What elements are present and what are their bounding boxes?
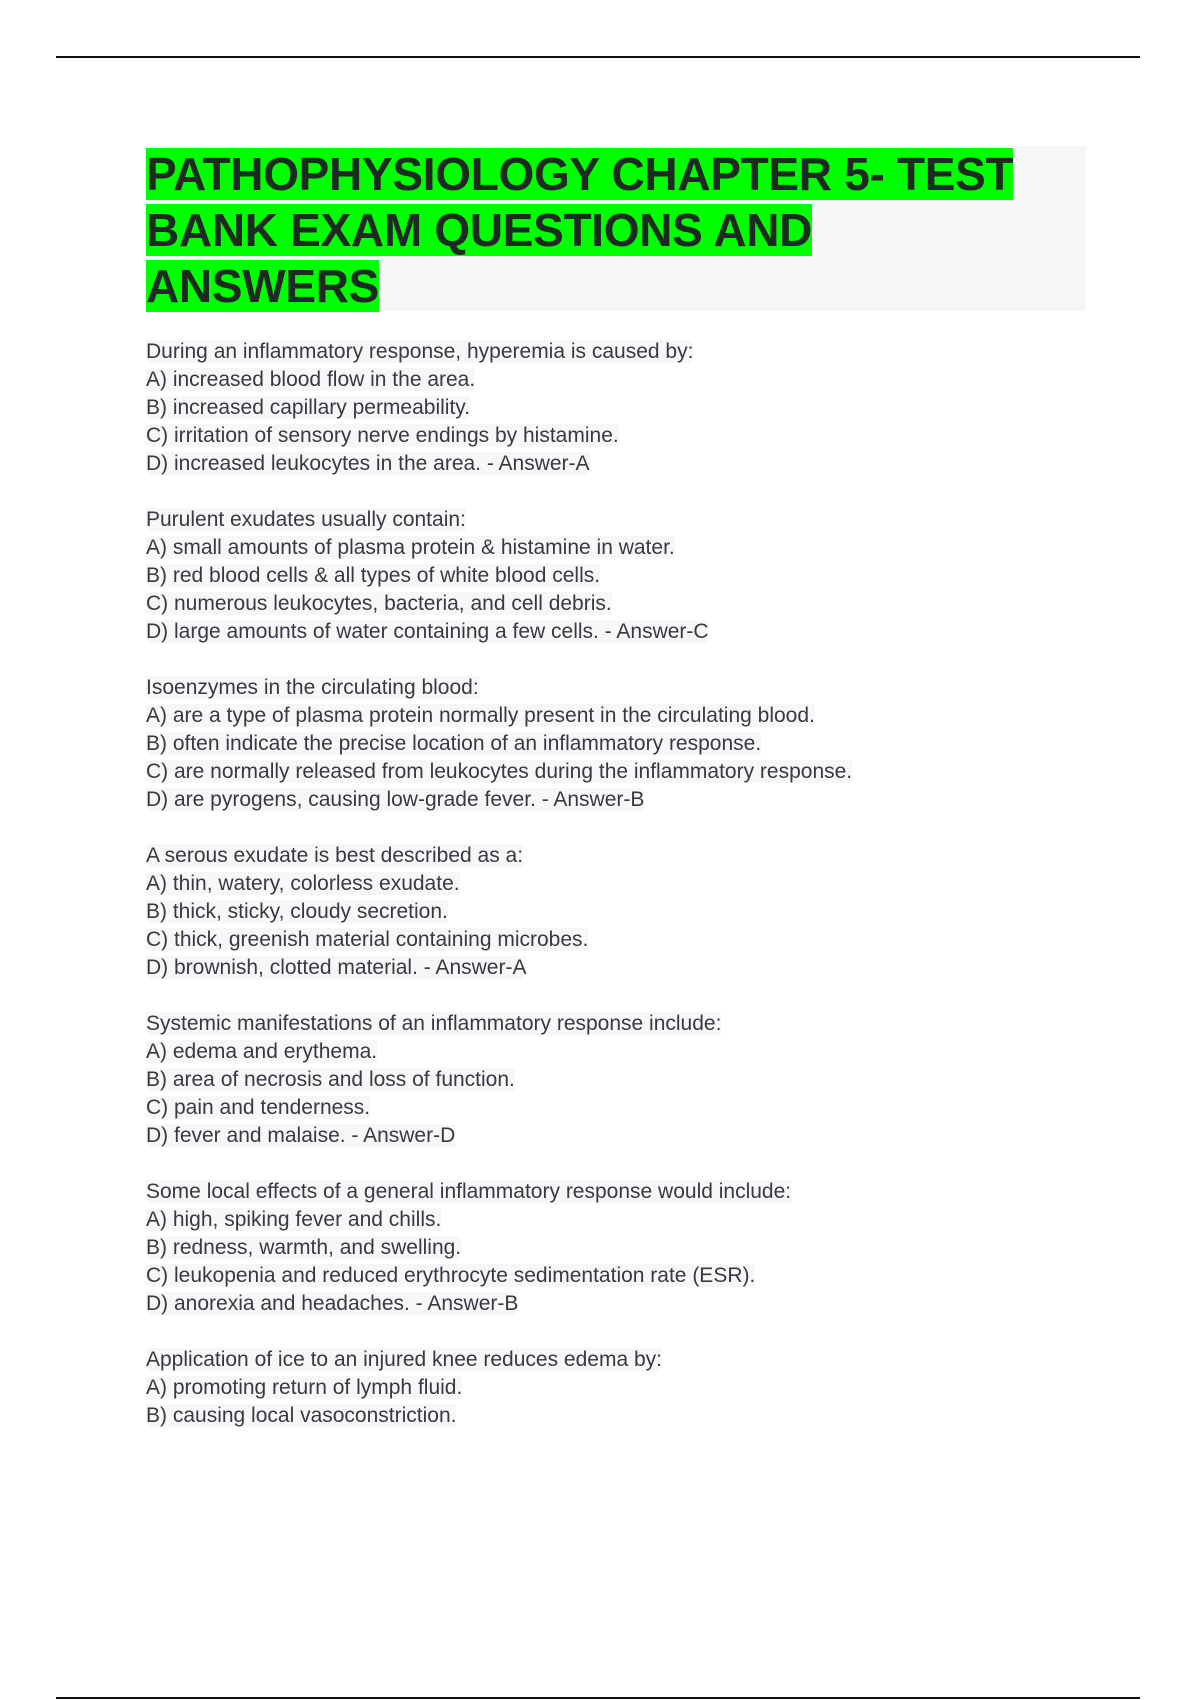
- question-text: [146, 338, 1146, 366]
- line-text: B) causing local vasoconstriction.: [146, 1404, 457, 1427]
- answer-option: [146, 954, 1146, 982]
- line-text: B) redness, warmth, and swelling.: [146, 1236, 462, 1259]
- question-item: [146, 338, 1146, 478]
- answer-option: [146, 534, 1146, 562]
- answer-option: [146, 422, 1146, 450]
- line-text: C) irritation of sensory nerve endings by histamine.: [146, 424, 619, 447]
- answer-option: [146, 1094, 1146, 1122]
- line-text: D) fever and malaise. - Answer-D: [146, 1124, 456, 1147]
- question-item: [146, 1010, 1146, 1150]
- line-text: C) pain and tenderness.: [146, 1096, 371, 1119]
- line-text: D) brownish, clotted material. - Answer-A: [146, 956, 527, 979]
- line-text: A serous exudate is best described as a:: [146, 844, 524, 867]
- question-text: [146, 842, 1146, 870]
- line-text: B) increased capillary permeability.: [146, 396, 471, 419]
- answer-option: [146, 1038, 1146, 1066]
- line-text: A) are a type of plasma protein normally present in the circulating blood.: [146, 704, 815, 727]
- answer-option: [146, 898, 1146, 926]
- answer-option: [146, 870, 1146, 898]
- question-list: [146, 338, 1146, 1458]
- answer-option: [146, 1290, 1146, 1318]
- answer-option: [146, 394, 1146, 422]
- answer-option: [146, 1262, 1146, 1290]
- answer-option: [146, 450, 1146, 478]
- line-text: B) red blood cells & all types of white blood cells.: [146, 564, 601, 587]
- line-text: C) leukopenia and reduced erythrocyte sedimentation rate (ESR).: [146, 1264, 756, 1287]
- answer-option: [146, 590, 1146, 618]
- line-text: C) are normally released from leukocytes during the inflammatory response.: [146, 760, 853, 783]
- title-line: PATHOPHYSIOLOGY CHAPTER 5- TEST: [146, 148, 1014, 200]
- question-item: [146, 1178, 1146, 1318]
- answer-option: [146, 1234, 1146, 1262]
- line-text: A) small amounts of plasma protein & histamine in water.: [146, 536, 675, 559]
- line-text: D) are pyrogens, causing low-grade fever. - Answer-B: [146, 788, 645, 811]
- line-text: A) edema and erythema.: [146, 1040, 378, 1063]
- answer-option: [146, 1402, 1146, 1430]
- line-text: C) thick, greenish material containing microbes.: [146, 928, 589, 951]
- line-text: A) thin, watery, colorless exudate.: [146, 872, 460, 895]
- answer-option: [146, 366, 1146, 394]
- line-text: Some local effects of a general inflammatory response would include:: [146, 1180, 792, 1203]
- top-rule: [56, 56, 1140, 58]
- line-text: D) anorexia and headaches. - Answer-B: [146, 1292, 519, 1315]
- line-text: During an inflammatory response, hyperemia is caused by:: [146, 340, 694, 363]
- line-text: Application of ice to an injured knee reduces edema by:: [146, 1348, 662, 1371]
- line-text: B) often indicate the precise location of an inflammatory response.: [146, 732, 762, 755]
- line-text: D) large amounts of water containing a few cells. - Answer-C: [146, 620, 709, 643]
- line-text: A) increased blood flow in the area.: [146, 368, 476, 391]
- question-text: [146, 1178, 1146, 1206]
- answer-option: [146, 926, 1146, 954]
- bottom-rule: [56, 1697, 1140, 1699]
- question-text: [146, 1010, 1146, 1038]
- question-text: [146, 1346, 1146, 1374]
- answer-option: [146, 562, 1146, 590]
- line-text: C) numerous leukocytes, bacteria, and cell debris.: [146, 592, 612, 615]
- answer-option: [146, 618, 1146, 646]
- answer-option: [146, 1206, 1146, 1234]
- line-text: Purulent exudates usually contain:: [146, 508, 466, 531]
- title-line: ANSWERS: [146, 260, 380, 312]
- answer-option: [146, 786, 1146, 814]
- answer-option: [146, 758, 1146, 786]
- line-text: D) increased leukocytes in the area. - Answer-A: [146, 452, 590, 475]
- document-title: [146, 146, 1086, 314]
- answer-option: [146, 1066, 1146, 1094]
- title-line: BANK EXAM QUESTIONS AND: [146, 204, 813, 256]
- answer-option: [146, 702, 1146, 730]
- line-text: Isoenzymes in the circulating blood:: [146, 676, 479, 699]
- answer-option: [146, 1374, 1146, 1402]
- question-item: [146, 842, 1146, 982]
- line-text: B) thick, sticky, cloudy secretion.: [146, 900, 448, 923]
- line-text: A) high, spiking fever and chills.: [146, 1208, 442, 1231]
- line-text: B) area of necrosis and loss of function.: [146, 1068, 515, 1091]
- question-item: [146, 1346, 1146, 1430]
- question-item: [146, 674, 1146, 814]
- answer-option: [146, 1122, 1146, 1150]
- question-text: [146, 506, 1146, 534]
- line-text: A) promoting return of lymph fluid.: [146, 1376, 463, 1399]
- answer-option: [146, 730, 1146, 758]
- title-block: [146, 146, 1086, 311]
- line-text: Systemic manifestations of an inflammatory response include:: [146, 1012, 722, 1035]
- question-item: [146, 506, 1146, 646]
- question-text: [146, 674, 1146, 702]
